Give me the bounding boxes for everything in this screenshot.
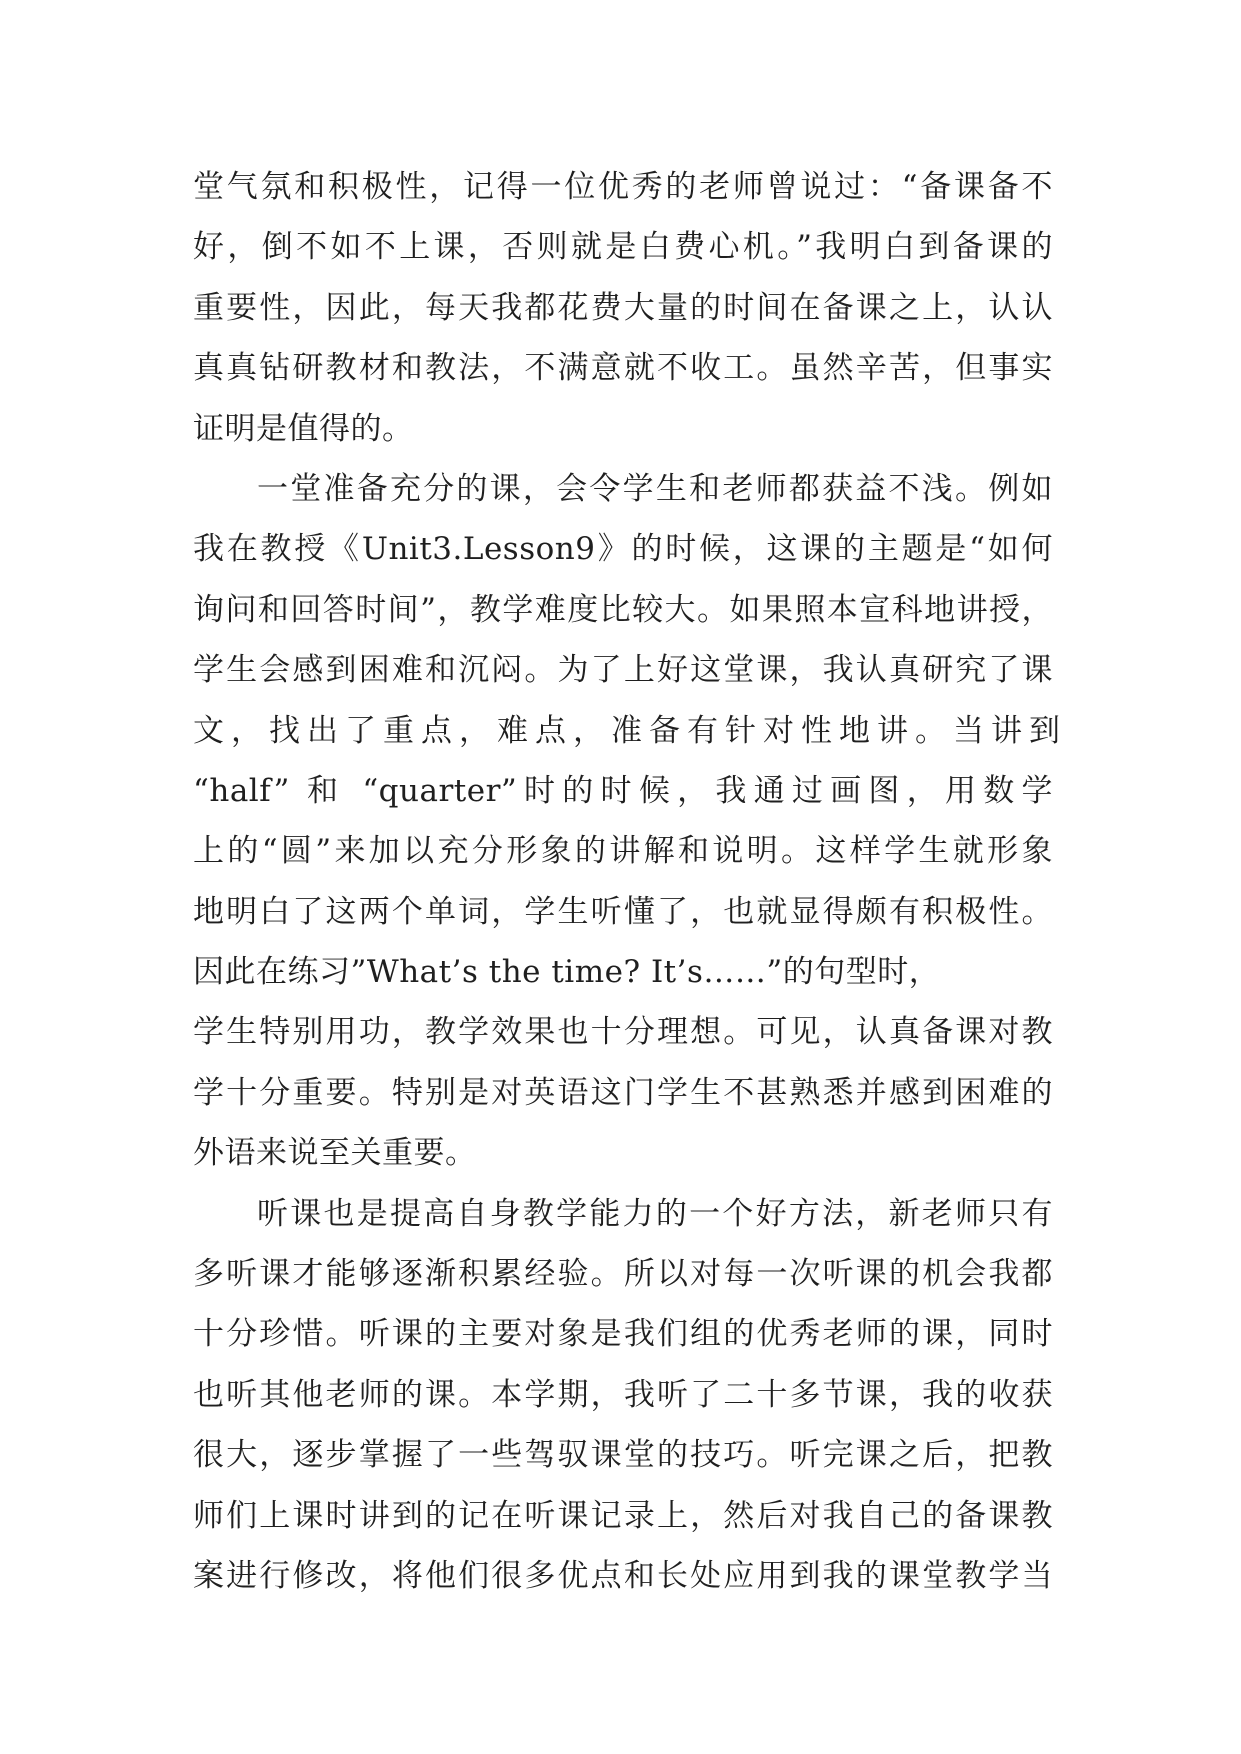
text-line: 外语来说至关重要。 xyxy=(193,1135,477,1172)
text-line: 因此在练习”What’s the time? It’s……”的句型时， xyxy=(193,954,941,991)
text-line: 重要性，因此，每天我都花费大量的时间在备课之上，认认 xyxy=(193,289,1053,326)
body-text xyxy=(193,157,1067,1606)
text-line: 好，倒不如不上课，否则就是白费心机。”我明白到备课的 xyxy=(193,229,1053,266)
paragraph-first-line: 一堂准备充分的课，会令学生和老师都获益不浅。例如 xyxy=(257,470,1053,507)
text-line: 学十分重要。特别是对英语这门学生不甚熟悉并感到困难的 xyxy=(193,1074,1053,1111)
text-line: 多听课才能够逐渐积累经验。所以对每一次听课的机会我都 xyxy=(193,1256,1053,1293)
text-line: 学生特别用功，教学效果也十分理想。可见，认真备课对教 xyxy=(193,1014,1053,1051)
text-line: 十分珍惜。听课的主要对象是我们组的优秀老师的课，同时 xyxy=(193,1316,1053,1353)
text-line: 我在教授《Unit3.Lesson9》的时候，这课的主题是“如何 xyxy=(193,531,1053,568)
text-line: 真真钻研教材和教法，不满意就不收工。虽然辛苦，但事实 xyxy=(193,350,1053,387)
paragraph-first-line: 听课也是提高自身教学能力的一个好方法，新老师只有 xyxy=(257,1195,1053,1232)
text-line: 上的“圆”来加以充分形象的讲解和说明。这样学生就形象 xyxy=(193,833,1053,870)
text-line: 也听其他老师的课。本学期，我听了二十多节课，我的收获 xyxy=(193,1376,1053,1413)
text-line: 学生会感到困难和沉闷。为了上好这堂课，我认真研究了课 xyxy=(193,652,1053,689)
text-line: 询问和回答时间”，教学难度比较大。如果照本宣科地讲授， xyxy=(193,591,1053,628)
text-line: 证明是值得的。 xyxy=(193,410,414,447)
text-line: 文，找出了重点，难点，准备有针对性地讲。当讲到 xyxy=(193,712,1067,749)
text-line: 很大，逐步掌握了一些驾驭课堂的技巧。听完课之后，把教 xyxy=(193,1437,1053,1474)
text-line: 地明白了这两个单词，学生听懂了，也就显得颇有积极性。 xyxy=(193,893,1053,930)
text-line: “half” 和 “quarter”时的时候，我通过画图，用数学 xyxy=(193,772,1053,809)
text-line: 堂气氛和积极性，记得一位优秀的老师曾说过：“备课备不 xyxy=(193,169,1053,205)
text-line: 案进行修改，将他们很多优点和长处应用到我的课堂教学当 xyxy=(193,1557,1053,1594)
text-line: 师们上课时讲到的记在听课记录上，然后对我自己的备课教 xyxy=(193,1497,1053,1534)
